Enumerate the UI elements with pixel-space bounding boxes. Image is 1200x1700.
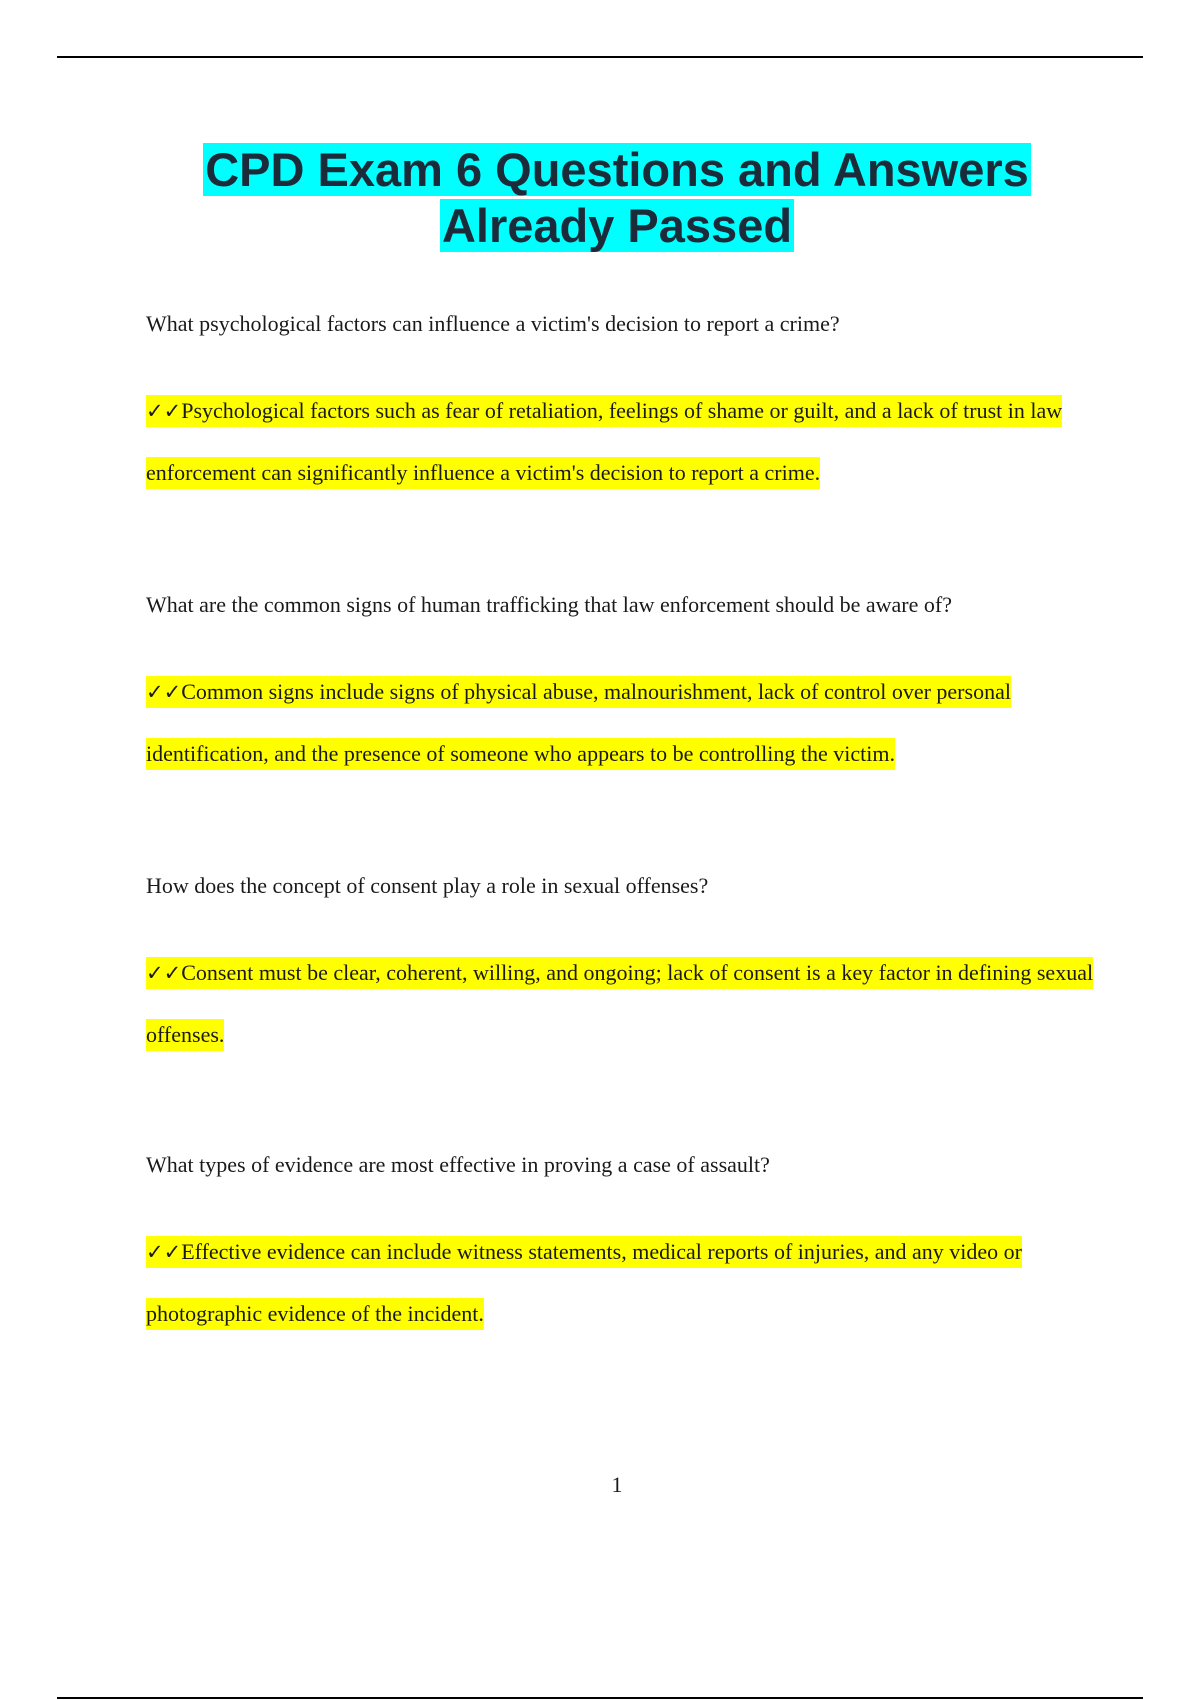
double-check-icon: ✓✓ bbox=[146, 961, 182, 985]
question-text: What types of evidence are most effective in proving a case of assault? bbox=[146, 1152, 770, 1177]
document-title bbox=[0, 142, 1200, 254]
title-line-2: Already Passed bbox=[441, 199, 793, 252]
answer-highlight bbox=[146, 957, 1093, 1051]
answer-text bbox=[146, 1221, 1096, 1344]
answer-text bbox=[146, 942, 1096, 1065]
double-check-icon: ✓✓ bbox=[146, 399, 182, 423]
answer-highlight bbox=[146, 1236, 1022, 1330]
answer-body: Common signs include signs of physical abuse, malnourishment, lack of control over personal identification, and the presence of someone who appears to be controlling the victim. bbox=[146, 679, 1011, 766]
question-text: What psychological factors can influence a victim's decision to report a crime? bbox=[146, 311, 840, 336]
answer-body: Psychological factors such as fear of retaliation, feelings of shame or guilt, and a lack of trust in law enforcement can significantly influence a victim's decision to report a crime. bbox=[146, 398, 1063, 485]
title-line-1: CPD Exam 6 Questions and Answers bbox=[205, 143, 1029, 196]
double-check-icon: ✓✓ bbox=[146, 680, 182, 704]
qa-item bbox=[146, 1151, 1096, 1344]
qa-item bbox=[146, 591, 1096, 784]
answer-text bbox=[146, 380, 1096, 503]
answer-highlight bbox=[146, 676, 1011, 770]
answer-body: Consent must be clear, coherent, willing, and ongoing; lack of consent is a key factor in defining sexual offenses. bbox=[146, 960, 1094, 1047]
header-rule bbox=[57, 56, 1143, 58]
answer-body: Effective evidence can include witness statements, medical reports of injuries, and any video or photographic evidence of the incident. bbox=[146, 1239, 1023, 1326]
qa-item bbox=[146, 872, 1096, 1065]
answer-text bbox=[146, 661, 1096, 784]
page-number: 1 bbox=[611, 1472, 623, 1497]
answer-highlight bbox=[146, 395, 1062, 489]
question-text: How does the concept of consent play a role in sexual offenses? bbox=[146, 873, 709, 898]
question-text: What are the common signs of human trafficking that law enforcement should be aware of? bbox=[146, 592, 952, 617]
footer-rule bbox=[57, 1697, 1143, 1699]
double-check-icon: ✓✓ bbox=[146, 1240, 182, 1264]
qa-item bbox=[146, 310, 1096, 503]
